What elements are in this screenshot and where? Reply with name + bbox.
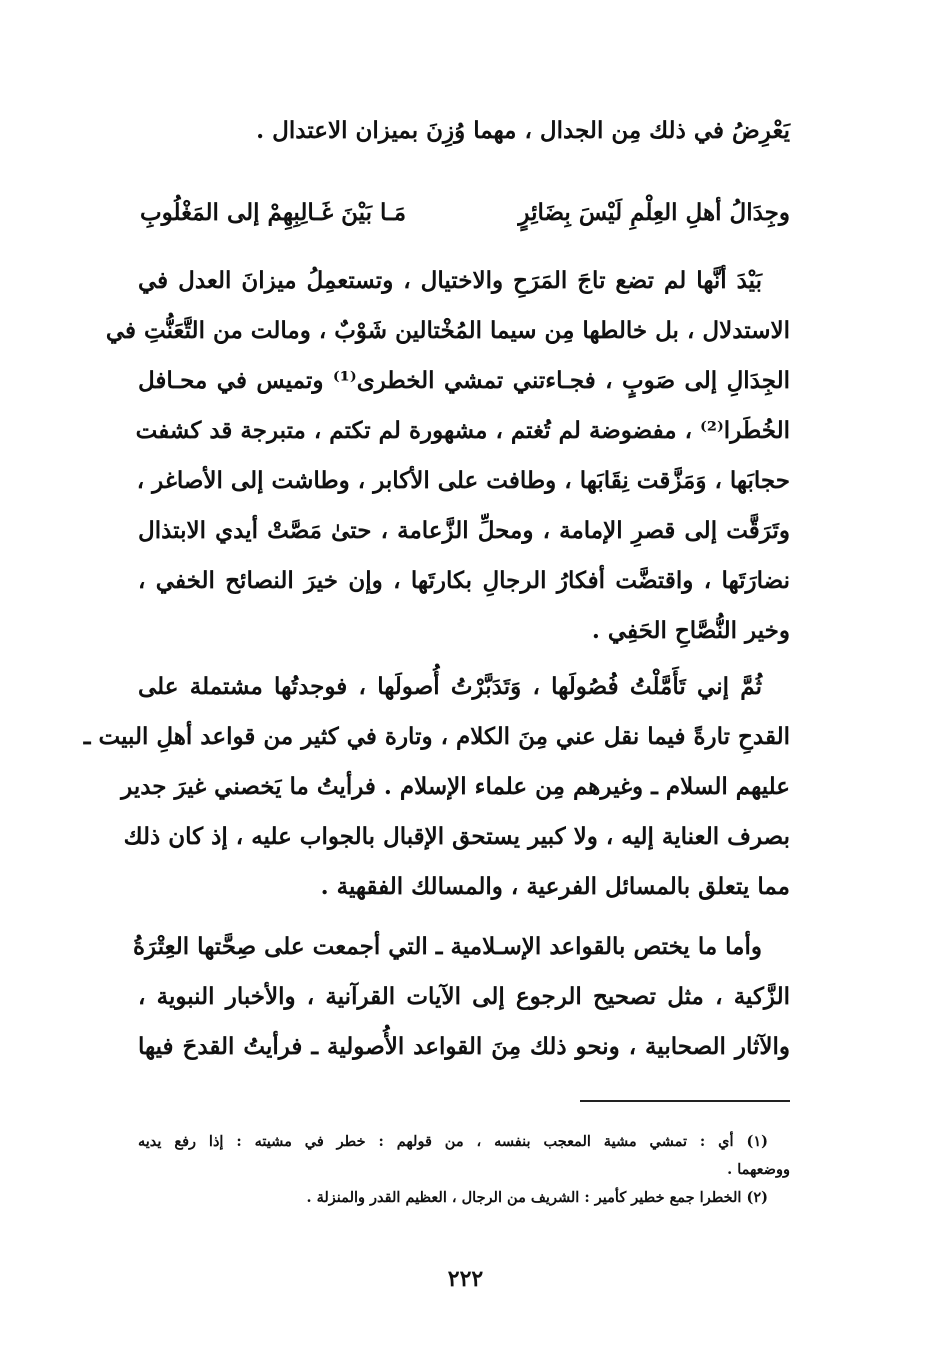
footnote-separator xyxy=(580,1100,790,1102)
text-line: الزَّكية ، مثل تصحيح الرجوع إلى الآيات القرآنية ، والأخبار النبوية ، xyxy=(138,983,790,1010)
footnote-1-continuation: ووضعهما . xyxy=(727,1161,790,1178)
text-line: والآثار الصحابية ، ونحو ذلك مِنَ القواعد الأُصولية ـ فرأيتُ القدحَ فيها xyxy=(138,1033,790,1060)
text-line: يَعْرِضُ في ذلك مِن الجدال ، مهما وُزِنَ بميزان الاعتدال . xyxy=(256,117,790,144)
text-line: عليهم السلام ـ وغيرهم مِن علماء الإسلام . فرأيتُ ما يَخصني غيرَ جدير xyxy=(121,773,790,800)
opening-line xyxy=(258,106,790,156)
text-line: نضارَتَها ، واقتضَّت أفكارُ الرجالِ بكارتَها ، وإن خيرَ النصائح الخفي ، xyxy=(138,567,790,594)
paragraph-2 xyxy=(83,662,790,912)
text-line: القدحِ تارةً فيما نقل عني مِنَ الكلام ، وتارة في كثير من قواعد أهلِ البيت ـ xyxy=(83,723,790,750)
footnotes xyxy=(138,1128,790,1212)
text-line: بصرف العناية إليه ، ولا كبير يستحق الإقبال بالجواب عليه ، إذ كان ذلك xyxy=(123,823,790,850)
verse-hemistich-left: مَـا بَيْنَ غَـالِبِهِمْ إلى المَغْلُوبِ xyxy=(140,199,407,226)
text-line: وخير النُّصَّاحِ الحَفِي . xyxy=(591,617,790,644)
text-line: مما يتعلق بالمسائل الفرعية ، والمسالك الفقهية . xyxy=(320,873,790,900)
text-line: بَيْدَ أنَّها لم تضع تاجَ المَرَحِ والاختيال ، وتستعمِلُ ميزانَ العدل في xyxy=(138,267,762,294)
verse-hemistich-right: وجِدَالُ أهلِ العِلْمِ لَيْسَ بِضَائِرٍ xyxy=(518,199,790,226)
text-line: الجِدَالِ إلى صَوبٍ ، فجـاءتني تمشي الخطرى⁽¹⁾ وتميس في محـافل xyxy=(138,367,790,394)
paragraph-1 xyxy=(105,256,790,656)
paragraph-3 xyxy=(133,922,790,1072)
text-line: ثُمَّ إني تَأَمَّلْتُ فُصُولَها ، وَتَدَبَّرْتُ أُصولَها ، فوجدتُها مشتملة على xyxy=(138,673,762,700)
footnote-1: (١) أي : تمشي مشية المعجب بنفسه ، من قولهم : خطر في مشيته : إذا رفع يديه xyxy=(138,1133,768,1150)
page-number: ٢٢٢ xyxy=(447,1266,484,1292)
text-line: حجابَها ، وَمَزَّقت نِقَابَها ، وطافت على الأكابر ، وطاشت إلى الأصاغر ، xyxy=(136,467,790,494)
text-line: وأما ما يختص بالقواعد الإسـلامية ـ التي أجمعت على صِحَّتها العِتْرَةُ xyxy=(133,933,762,960)
text-line: الخُطَرا⁽²⁾ ، مفضوضة لم تُغتم ، مشهورة لم تكتم ، متبرجة قد كشفت xyxy=(135,417,790,444)
text-line: وتَرَقَّت إلى قصرِ الإمامة ، ومحلِّ الزَّعامة ، حتىٰ مَصَّتْ أيدي الابتذال xyxy=(138,517,790,544)
text-line: الاستدلال ، بل خالطها مِن سيما المُخْتالين شَوْبٌ ، ومالت من التَّعَنُّتِ في xyxy=(105,317,790,344)
poetry-verse xyxy=(140,188,790,238)
footnote-2: (٢) الخطرا جمع خطير كأمير : الشريف من الرجال ، العظيم القدر والمنزلة . xyxy=(306,1189,768,1206)
